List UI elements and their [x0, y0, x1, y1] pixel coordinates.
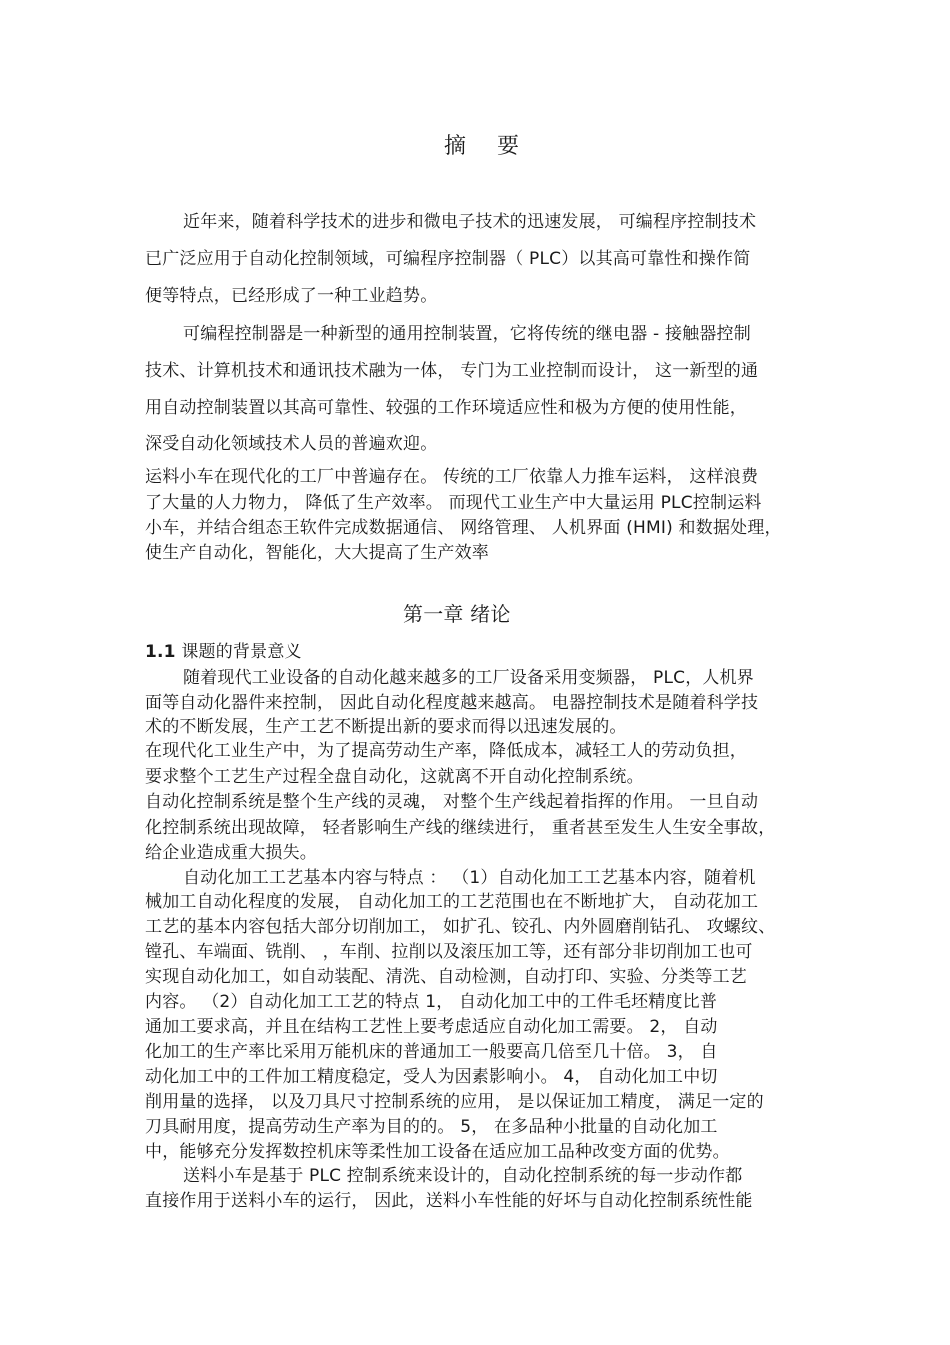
chapter-title: 第一章 绪论 [403, 602, 511, 626]
body-line-9: 自动化加工工艺基本内容与特点 ： （1）自动化加工工艺基本内容，随着机 [183, 868, 756, 888]
body-line-16: 化加工的生产率比采用万能机床的普通加工一般要高几倍至几十倍。 3， 自 [145, 1042, 718, 1062]
abstract-p2-line-3: 用自动控制装置以其高可靠性、较强的工作环境适应性和极为方便的使用性能， [145, 398, 747, 418]
body-line-8: 给企业造成重大损失。 [145, 843, 317, 863]
body-line-5: 要求整个工艺生产过程全盘自动化，这就离不开自动化控制系统。 [145, 767, 644, 787]
abstract-p3-line-2: 了大量的人力物力， 降低了生产效率。 而现代工业生产中大量运用 PLC控制运料 [145, 493, 762, 513]
section-number: 1.1 [145, 642, 176, 662]
body-line-3: 术的不断发展，生产工艺不断提出新的要求而得以迅速发展的。 [145, 717, 627, 737]
abstract-p1-line-3: 便等特点，已经形成了一种工业趋势。 [145, 286, 438, 306]
section-heading [145, 642, 302, 662]
body-line-10: 械加工自动化程度的发展， 自动化加工的工艺范围也在不断地扩大， 自动花加工 [145, 892, 759, 912]
body-line-12: 镗孔、车端面、铣削、 ，车削、拉削以及滚压加工等，还有部分非切削加工也可 [145, 942, 753, 962]
body-line-18: 削用量的选择， 以及刀具尺寸控制系统的应用， 是以保证加工精度， 满足一定的 [145, 1092, 764, 1112]
abstract-p1-line-1: 近年来，随着科学技术的进步和微电子技术的迅速发展， 可编程序控制技术 [183, 212, 757, 232]
body-line-1: 随着现代工业设备的自动化越来越多的工厂设备采用变频器， PLC，人机界 [183, 668, 754, 688]
body-line-13: 实现自动化加工，如自动装配、清洗、自动检测，自动打印、实验、分类等工艺 [145, 967, 747, 987]
body-line-14: 内容。 （2）自动化加工工艺的特点 1， 自动化加工中的工件毛坯精度比普 [145, 992, 718, 1012]
abstract-p3-line-1: 运料小车在现代化的工厂中普遍存在。 传统的工厂依靠人力推车运料， 这样浪费 [145, 467, 759, 487]
abstract-p2-line-2: 技术、计算机技术和通讯技术融为一体， 专门为工业控制而设计， 这一新型的通 [145, 361, 759, 381]
body-line-4: 在现代化工业生产中，为了提高劳动生产率，降低成本，减轻工人的劳动负担， [145, 741, 747, 761]
body-line-11: 工艺的基本内容包括大部分切削加工， 如扩孔、铰孔、内外圆磨削钻孔、 攻螺纹、 [145, 917, 776, 937]
body-line-19: 刀具耐用度，提高劳动生产率为目的的。 5， 在多品种小批量的自动化加工 [145, 1117, 718, 1137]
body-line-6: 自动化控制系统是整个生产线的灵魂， 对整个生产线起着指挥的作用。 一旦自动 [145, 792, 759, 812]
body-line-7: 化控制系统出现故障， 轻者影响生产线的继续进行， 重者甚至发生人生安全事故， [145, 818, 776, 838]
body-line-2: 面等自动化器件来控制， 因此自动化程度越来越高。 电器控制技术是随着科学技 [145, 693, 759, 713]
body-line-22: 直接作用于送料小车的运行， 因此，送料小车性能的好坏与自动化控制系统性能 [145, 1191, 753, 1211]
abstract-p2-line-4: 深受自动化领域技术人员的普遍欢迎。 [145, 434, 438, 454]
section-title: 课题的背景意义 [181, 642, 302, 662]
abstract-p1-line-2: 已广泛应用于自动化控制领域，可编程序控制器（ PLC）以其高可靠性和操作简 [145, 249, 751, 269]
body-line-17: 动化加工中的工件加工精度稳定，受人为因素影响小。 4， 自动化加工中切 [145, 1067, 718, 1087]
body-line-15: 通加工要求高，并且在结构工艺性上要考虑适应自动化加工需要。 2， 自动 [145, 1017, 718, 1037]
abstract-p2-line-1: 可编程控制器是一种新型的通用控制装置，它将传统的继电器 - 接触器控制 [183, 324, 751, 344]
abstract-title: 摘 要 [444, 134, 531, 159]
abstract-p3-line-4: 使生产自动化，智能化，大大提高了生产效率 [145, 543, 489, 563]
body-line-20: 中，能够充分发挥数控机床等柔性加工设备在适应加工品种改变方面的优势。 [145, 1142, 730, 1162]
abstract-p3-line-3: 小车，并结合组态王软件完成数据通信、 网络管理、 人机界面 (HMI) 和数据处理， [145, 518, 782, 538]
body-line-21: 送料小车是基于 PLC 控制系统来设计的，自动化控制系统的每一步动作都 [183, 1166, 743, 1186]
